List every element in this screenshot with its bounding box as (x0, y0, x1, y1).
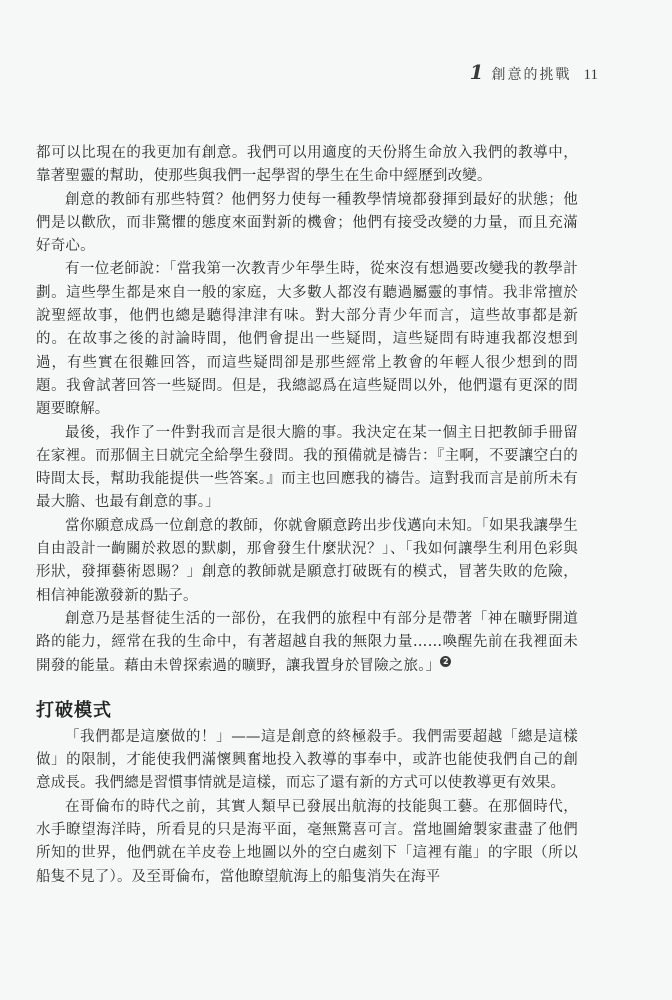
paragraph-6 (0, 608, 672, 678)
paragraph-2: 創意的教師有那些特質？他們努力使每一種教學情境都發揮到最好的狀態；他們是以歡欣，而非驚懼的態度來面對新的機會；他們有接受改變的力量，而且充滿好奇心。 (36, 191, 578, 255)
paragraph-4: 最後，我作了一件對我而言是很大膽的事。我決定在某一個主日把教師手冊留在家裡。而那個主日就完全給學生發問。我的預備就是禱告：『主啊，不要讓空白的時間太長，幫助我能提供一些答案。』而主也回應我的禱告。這對我而言是前所未有最大膽、也最有創意的事。」 (36, 424, 578, 511)
chapter-title: 創意的挑戰 (491, 67, 572, 83)
paragraph-3: 有一位老師說：「當我第一次教青少年學生時，從來沒有想過要改變我的教學計劃。這些學生都是來自一般的家庭，大多數人都沒有聽過屬靈的事情。我非常擅於說聖經故事，他們也總是聽得津津有味。對大部分青少年而言，這些故事都是新的。在故事之後的討論時間，他們會提出一些疑問，這些疑問有時連我都沒想到過，有些實在很難回答，而這些疑問卻是那些經常上教會的年輕人很少想到的問題。我會試著回答一些疑問。但是，我總認爲在這些疑問以外，他們還有更深的問題要瞭解。 (36, 261, 578, 418)
footnote-marker[interactable]: 2 (440, 656, 451, 667)
body-text (0, 142, 672, 889)
paragraph-1: 都可以比現在的我更加有創意。我們可以用適度的天份將生命放入我們的教導中，靠著聖靈的幫助，使那些與我們一起學習的學生在生命中經歷到改變。 (36, 145, 578, 185)
section-paragraph-1: 「我們都是這麼做的！」——這是創意的終極殺手。我們需要超越「總是這樣做」的限制，才能使我們滿懷興奮地投入教導的事奉中，或許也能使我們自己的創意成長。我們總是習慣事情就是這樣，而忘了還有新的方式可以使教導更有效果。 (36, 728, 578, 792)
chapter-number: 1 (469, 60, 484, 84)
running-header (470, 60, 598, 84)
paragraph-6-text: 創意乃是基督徒生活的一部份，在我們的旅程中有部分是帶著「神在曠野開道路的能力，經常在我的生命中，有著超越自我的無限力量……喚醒先前在我裡面未開發的能量。藉由未曾探索過的曠野，讓我置身於冒險之旅。」 (36, 610, 578, 674)
section-heading: 打破模式 (36, 699, 112, 721)
section-paragraph-2: 在哥倫布的時代之前，其實人類早已發展出航海的技能與工藝。在那個時代，水手瞭望海洋時，所看見的只是海平面，毫無驚喜可言。當地圖繪製家畫盡了他們所知的世界，他們就在羊皮卷上地圖以外的空白處刻下「這裡有龍」的字眼（所以船隻不見了）。及至哥倫布，當他瞭望航海上的船隻消失在海平 (36, 798, 578, 885)
paragraph-5: 當你願意成爲一位創意的教師，你就會願意跨出步伐邁向未知。「如果我讓學生自由設計一齣關於救恩的默劇，那會發生什麼狀況？」、「我如何讓學生利用色彩與形狀，發揮藝術恩賜？」創意的教師就是願意打破既有的模式，冒著失敗的危險，相信神能激發新的點子。 (36, 517, 578, 604)
page-number: 11 (583, 67, 598, 83)
